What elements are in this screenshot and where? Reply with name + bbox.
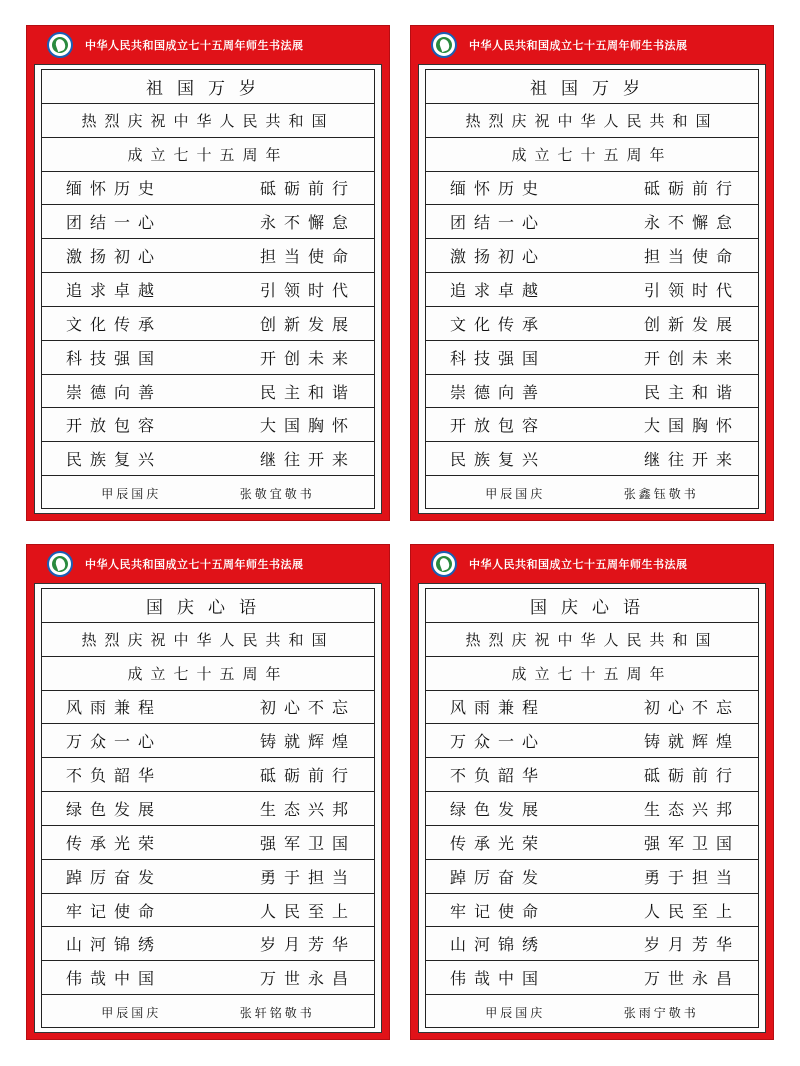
couplet-row bbox=[42, 860, 374, 894]
card-header bbox=[27, 545, 389, 583]
poem-title: 国庆心语 bbox=[530, 597, 654, 618]
couplet-left: 科技强国 bbox=[66, 348, 163, 368]
calligraphy-paper bbox=[34, 583, 382, 1033]
couplet-right: 万世永昌 bbox=[643, 969, 740, 989]
signature-date: 甲辰国庆 bbox=[485, 486, 546, 501]
anniversary-line: 成立七十五周年 bbox=[127, 145, 289, 164]
couplet-row bbox=[42, 172, 374, 206]
couplet-left: 不负韶华 bbox=[450, 766, 547, 786]
card-header bbox=[27, 26, 389, 64]
calligraphy-paper bbox=[418, 583, 766, 1033]
anniversary-line: 成立七十五周年 bbox=[511, 664, 673, 683]
signature-author: 张鑫钰敬书 bbox=[623, 486, 699, 501]
couplet-left: 开放包容 bbox=[450, 416, 547, 436]
poem-title: 国庆心语 bbox=[146, 597, 270, 618]
couplet-row bbox=[426, 691, 758, 725]
couplet-right: 勇于担当 bbox=[259, 867, 356, 887]
celebration-line: 热烈庆祝中华人民共和国 bbox=[465, 111, 719, 130]
couplet-row bbox=[426, 307, 758, 341]
celebration-line: 热烈庆祝中华人民共和国 bbox=[465, 630, 719, 649]
couplet-left: 万众一心 bbox=[66, 732, 163, 752]
anniversary-line: 成立七十五周年 bbox=[127, 664, 289, 683]
couplet-right: 开创未来 bbox=[643, 348, 740, 368]
celebration-line-row bbox=[426, 623, 758, 657]
card-header bbox=[411, 26, 773, 64]
couplet-right: 砥砺前行 bbox=[259, 766, 356, 786]
couplet-right: 民主和谐 bbox=[259, 382, 356, 402]
couplet-right: 砥砺前行 bbox=[643, 179, 740, 199]
couplet-row bbox=[426, 408, 758, 442]
couplet-left: 山河锦绣 bbox=[450, 935, 547, 955]
school-logo-icon bbox=[431, 551, 457, 577]
couplet-row bbox=[42, 826, 374, 860]
couplet-left: 科技强国 bbox=[450, 348, 547, 368]
couplet-row bbox=[42, 273, 374, 307]
exhibition-title: 中华人民共和国成立七十五周年师生书法展 bbox=[469, 558, 688, 571]
couplet-right: 强军卫国 bbox=[259, 833, 356, 853]
anniversary-line-row bbox=[426, 138, 758, 172]
couplet-right: 永不懈怠 bbox=[643, 213, 740, 233]
couplet-left: 牢记使命 bbox=[66, 901, 163, 921]
poem-title: 祖国万岁 bbox=[146, 78, 270, 99]
couplet-row bbox=[42, 927, 374, 961]
couplet-row bbox=[426, 826, 758, 860]
couplet-left: 激扬初心 bbox=[66, 247, 163, 267]
couplet-left: 踔厉奋发 bbox=[450, 867, 547, 887]
couplet-right: 岁月芳华 bbox=[643, 935, 740, 955]
couplet-right: 铸就辉煌 bbox=[259, 732, 356, 752]
couplet-left: 缅怀历史 bbox=[66, 179, 163, 199]
anniversary-line-row bbox=[42, 657, 374, 691]
couplet-left: 崇德向善 bbox=[450, 382, 547, 402]
exhibition-title: 中华人民共和国成立七十五周年师生书法展 bbox=[85, 39, 304, 52]
couplet-row bbox=[42, 691, 374, 725]
couplet-left: 山河锦绣 bbox=[66, 935, 163, 955]
writing-grid bbox=[425, 588, 759, 1028]
couplet-row bbox=[42, 375, 374, 409]
couplet-right: 引领时代 bbox=[643, 280, 740, 300]
signature-date: 甲辰国庆 bbox=[101, 486, 162, 501]
couplet-row bbox=[426, 341, 758, 375]
anniversary-line-row bbox=[426, 657, 758, 691]
signature-author: 张轩铭敬书 bbox=[239, 1005, 315, 1020]
couplet-right: 担当使命 bbox=[643, 247, 740, 267]
couplet-left: 民族复兴 bbox=[66, 450, 163, 470]
couplet-left: 民族复兴 bbox=[450, 450, 547, 470]
couplet-right: 人民至上 bbox=[643, 901, 740, 921]
couplet-row bbox=[426, 860, 758, 894]
signature-row bbox=[426, 476, 758, 510]
signature-row bbox=[42, 995, 374, 1029]
celebration-line-row bbox=[426, 104, 758, 138]
couplet-right: 创新发展 bbox=[259, 314, 356, 334]
couplet-left: 万众一心 bbox=[450, 732, 547, 752]
calligraphy-card[interactable] bbox=[26, 544, 390, 1040]
calligraphy-paper bbox=[34, 64, 382, 514]
couplet-row bbox=[42, 307, 374, 341]
poem-title-row bbox=[42, 589, 374, 623]
anniversary-line: 成立七十五周年 bbox=[511, 145, 673, 164]
couplet-right: 岁月芳华 bbox=[259, 935, 356, 955]
couplet-row bbox=[426, 927, 758, 961]
couplet-row bbox=[426, 894, 758, 928]
couplet-row bbox=[42, 205, 374, 239]
couplet-row bbox=[42, 894, 374, 928]
couplet-row bbox=[426, 758, 758, 792]
exhibition-title: 中华人民共和国成立七十五周年师生书法展 bbox=[85, 558, 304, 571]
calligraphy-card[interactable] bbox=[26, 25, 390, 521]
signature-date: 甲辰国庆 bbox=[101, 1005, 162, 1020]
couplet-left: 传承光荣 bbox=[66, 833, 163, 853]
couplet-right: 人民至上 bbox=[259, 901, 356, 921]
couplet-row bbox=[426, 273, 758, 307]
couplet-left: 激扬初心 bbox=[450, 247, 547, 267]
anniversary-line-row bbox=[42, 138, 374, 172]
couplet-row bbox=[42, 408, 374, 442]
couplet-left: 风雨兼程 bbox=[450, 698, 547, 718]
school-logo-icon bbox=[431, 32, 457, 58]
celebration-line: 热烈庆祝中华人民共和国 bbox=[81, 111, 335, 130]
couplet-right: 勇于担当 bbox=[643, 867, 740, 887]
couplet-left: 团结一心 bbox=[66, 213, 163, 233]
couplet-left: 开放包容 bbox=[66, 416, 163, 436]
poem-title-row bbox=[42, 70, 374, 104]
poem-title: 祖国万岁 bbox=[530, 78, 654, 99]
couplet-row bbox=[426, 442, 758, 476]
signature-date: 甲辰国庆 bbox=[485, 1005, 546, 1020]
card-header bbox=[411, 545, 773, 583]
couplet-row bbox=[426, 239, 758, 273]
signature-row bbox=[426, 995, 758, 1029]
couplet-row bbox=[426, 961, 758, 995]
celebration-line: 热烈庆祝中华人民共和国 bbox=[81, 630, 335, 649]
couplet-left: 伟哉中国 bbox=[450, 969, 547, 989]
couplet-left: 牢记使命 bbox=[450, 901, 547, 921]
couplet-right: 初心不忘 bbox=[259, 698, 356, 718]
couplet-right: 继往开来 bbox=[259, 450, 356, 470]
couplet-row bbox=[426, 172, 758, 206]
couplet-row bbox=[426, 375, 758, 409]
couplet-right: 大国胸怀 bbox=[259, 416, 356, 436]
poem-title-row bbox=[426, 589, 758, 623]
writing-grid bbox=[41, 69, 375, 509]
couplet-left: 文化传承 bbox=[450, 314, 547, 334]
couplet-right: 大国胸怀 bbox=[643, 416, 740, 436]
couplet-left: 团结一心 bbox=[450, 213, 547, 233]
couplet-row bbox=[426, 724, 758, 758]
couplet-right: 担当使命 bbox=[259, 247, 356, 267]
couplet-left: 缅怀历史 bbox=[450, 179, 547, 199]
exhibition-title: 中华人民共和国成立七十五周年师生书法展 bbox=[469, 39, 688, 52]
couplet-right: 砥砺前行 bbox=[259, 179, 356, 199]
writing-grid bbox=[425, 69, 759, 509]
couplet-right: 铸就辉煌 bbox=[643, 732, 740, 752]
school-logo-icon bbox=[47, 32, 73, 58]
couplet-right: 开创未来 bbox=[259, 348, 356, 368]
signature-author: 张敬宜敬书 bbox=[239, 486, 315, 501]
couplet-row bbox=[42, 724, 374, 758]
couplet-left: 不负韶华 bbox=[66, 766, 163, 786]
writing-grid bbox=[41, 588, 375, 1028]
couplet-left: 崇德向善 bbox=[66, 382, 163, 402]
couplet-right: 砥砺前行 bbox=[643, 766, 740, 786]
celebration-line-row bbox=[42, 104, 374, 138]
calligraphy-paper bbox=[418, 64, 766, 514]
couplet-right: 生态兴邦 bbox=[643, 799, 740, 819]
couplet-row bbox=[42, 341, 374, 375]
couplet-left: 传承光荣 bbox=[450, 833, 547, 853]
couplet-row bbox=[42, 758, 374, 792]
couplet-row bbox=[426, 205, 758, 239]
celebration-line-row bbox=[42, 623, 374, 657]
couplet-left: 文化传承 bbox=[66, 314, 163, 334]
couplet-right: 民主和谐 bbox=[643, 382, 740, 402]
couplet-right: 初心不忘 bbox=[643, 698, 740, 718]
couplet-left: 绿色发展 bbox=[66, 799, 163, 819]
couplet-left: 绿色发展 bbox=[450, 799, 547, 819]
couplet-left: 踔厉奋发 bbox=[66, 867, 163, 887]
couplet-right: 强军卫国 bbox=[643, 833, 740, 853]
couplet-row bbox=[426, 792, 758, 826]
couplet-row bbox=[42, 792, 374, 826]
signature-row bbox=[42, 476, 374, 510]
couplet-left: 风雨兼程 bbox=[66, 698, 163, 718]
couplet-right: 永不懈怠 bbox=[259, 213, 356, 233]
school-logo-icon bbox=[47, 551, 73, 577]
calligraphy-card[interactable] bbox=[410, 25, 774, 521]
couplet-left: 追求卓越 bbox=[450, 280, 547, 300]
calligraphy-card[interactable] bbox=[410, 544, 774, 1040]
couplet-right: 创新发展 bbox=[643, 314, 740, 334]
couplet-left: 伟哉中国 bbox=[66, 969, 163, 989]
couplet-row bbox=[42, 961, 374, 995]
poem-title-row bbox=[426, 70, 758, 104]
couplet-right: 引领时代 bbox=[259, 280, 356, 300]
couplet-right: 万世永昌 bbox=[259, 969, 356, 989]
couplet-row bbox=[42, 239, 374, 273]
couplet-right: 生态兴邦 bbox=[259, 799, 356, 819]
couplet-right: 继往开来 bbox=[643, 450, 740, 470]
couplet-left: 追求卓越 bbox=[66, 280, 163, 300]
couplet-row bbox=[42, 442, 374, 476]
signature-author: 张雨宁敬书 bbox=[623, 1005, 699, 1020]
